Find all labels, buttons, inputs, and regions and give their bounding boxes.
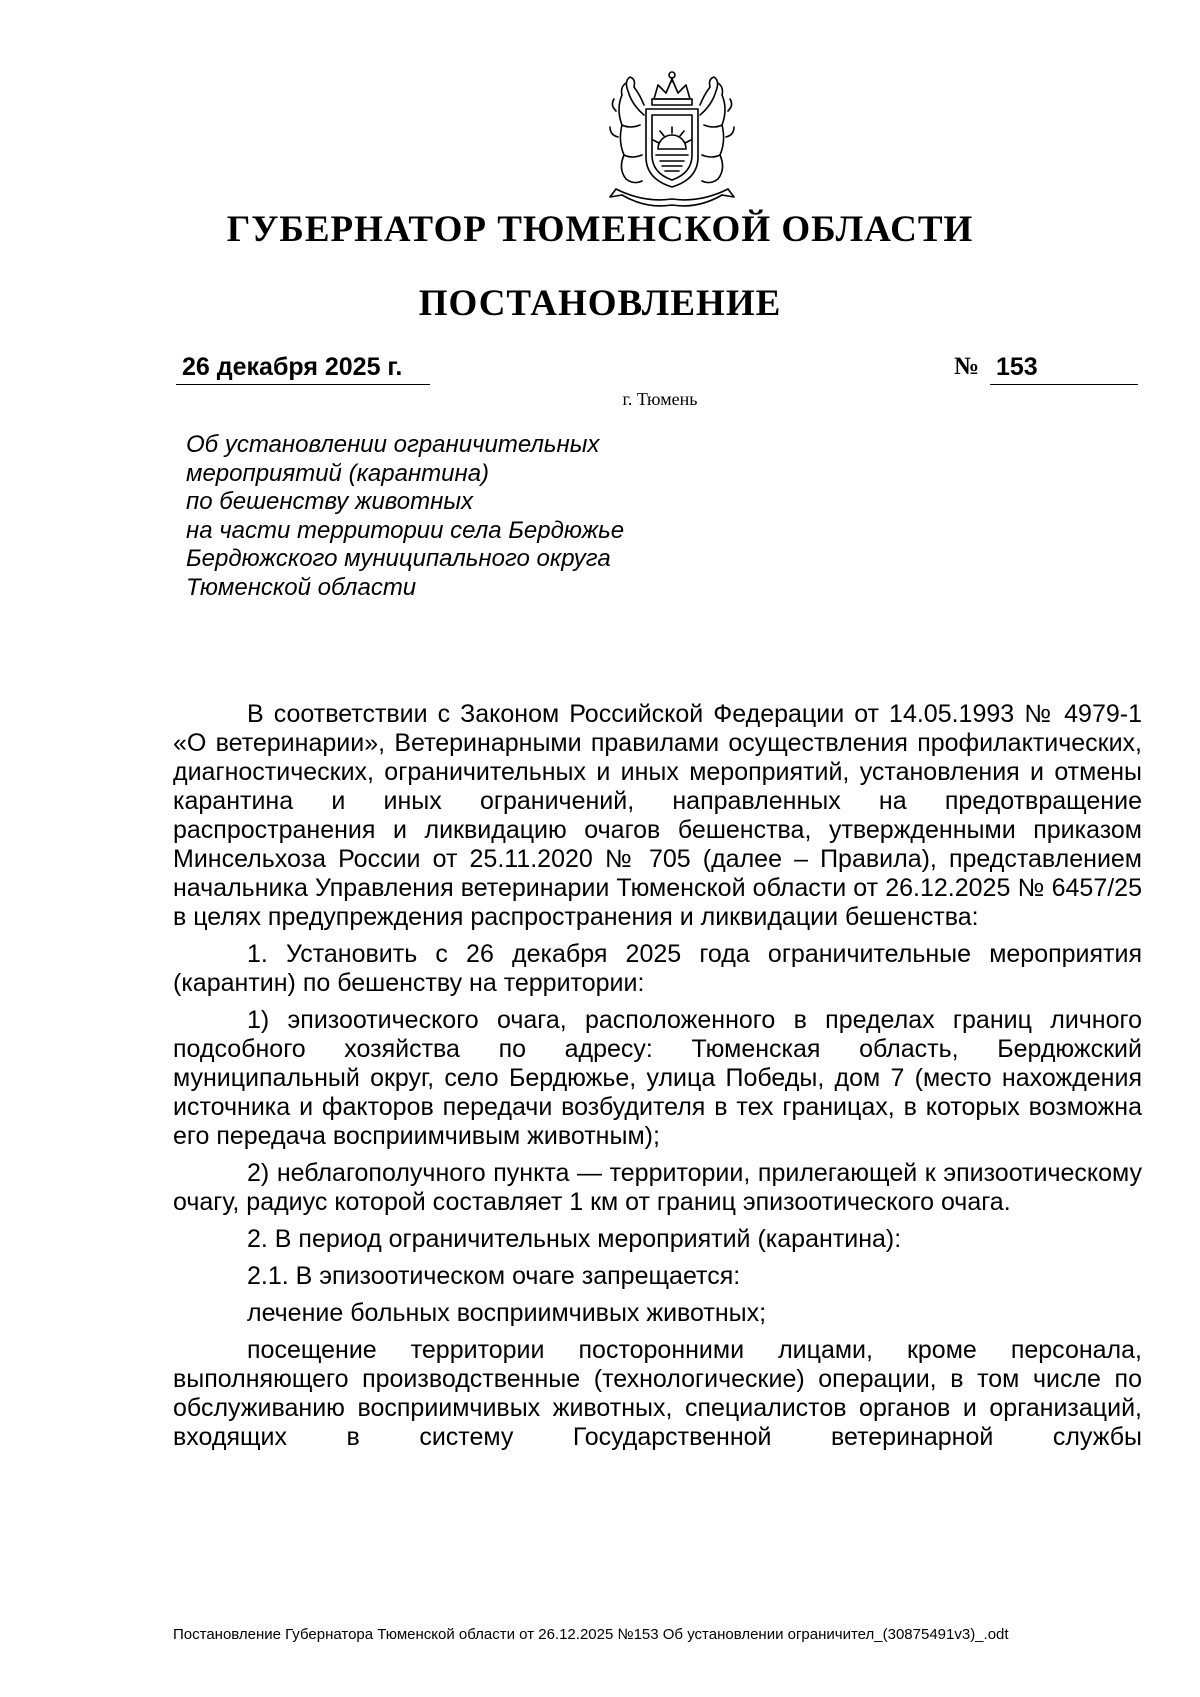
- subject-line: на части территории села Бердюжье: [186, 516, 625, 544]
- body-paragraph-item-2: 2. В период ограничительных мероприятий (карантина):: [247, 1225, 902, 1253]
- subject-line: Бердюжского муниципального округа: [186, 545, 611, 572]
- body-paragraph-item-1: 1. Установить с 26 декабря 2025 года ограничительные мероприятия (карантин) по бешенству на территории:: [173, 940, 1142, 997]
- body-paragraph-item-1-1: 1) эпизоотического очага, расположенного в пределах границ личного подсобного хозяйства по адресу: Тюменская область, Бердюжский муниципальный округ, село Бердюжье, улица Победы, дом 7 (место нахождения источника и факторов передачи возбудителя в тех границах, в которых возможна его передача восприимчивым животным);: [173, 1006, 1142, 1150]
- document-type-heading: ПОСТАНОВЛЕНИЕ: [418, 283, 782, 324]
- body-paragraph-prohibition-2: посещение территории посторонними лицами, кроме персонала, выполняющего производственные (технологические) операции, в том числе по обслуживанию восприимчивых животных, специалистов органов и организаций, входящих в систему Государственной ветеринарной службы: [173, 1336, 1142, 1451]
- subject-line: Об установлении ограничительных: [186, 431, 600, 458]
- file-name-footer: Постановление Губернатора Тюменской области от 26.12.2025 №153 Об установлении ограничител_(30875491v3)_.odt: [173, 1626, 1009, 1643]
- issuing-authority-title: ГУБЕРНАТОР ТЮМЕНСКОЙ ОБЛАСТИ: [226, 209, 974, 250]
- body-paragraph-item-1-2: 2) неблагополучного пункта — территории, прилегающей к эпизоотическому очагу, радиус которой составляет 1 км от границ эпизоотического очага.: [173, 1159, 1142, 1216]
- document-date: 26 декабря 2025 г.: [182, 353, 403, 381]
- coat-of-arms-emblem: [596, 65, 748, 213]
- number-sign: №: [954, 353, 980, 380]
- body-paragraph-prohibition-1: лечение больных восприимчивых животных;: [247, 1299, 767, 1327]
- document-body: [173, 700, 1142, 1460]
- body-paragraph-item-2-1: 2.1. В эпизоотическом очаге запрещается:: [247, 1262, 741, 1290]
- body-paragraph-preamble: В соответствии с Законом Российской Федерации от 14.05.1993 № 4979-1 «О ветеринарии», Ветеринарными правилами осуществления профилактических, диагностических, ограничительных и иных мероприятий, установления и отмены карантина и иных ограничений, направленных на предотвращение распространения и ликвидацию очагов бешенства, утвержденными приказом Минсельхоза России от 25.11.2020 № 705 (далее – Правила), представлением начальника Управления ветеринарии Тюменской области от 26.12.2025 № 6457/25 в целях предупреждения распространения и ликвидации бешенства:: [173, 700, 1142, 931]
- subject-line: по бешенству животных: [186, 488, 474, 515]
- document-subject: [186, 431, 624, 602]
- city-name: г. Тюмень: [622, 389, 698, 409]
- subject-line: мероприятий (карантина): [186, 459, 490, 487]
- document-number: 153: [996, 353, 1038, 381]
- subject-line: Тюменской области: [186, 573, 417, 601]
